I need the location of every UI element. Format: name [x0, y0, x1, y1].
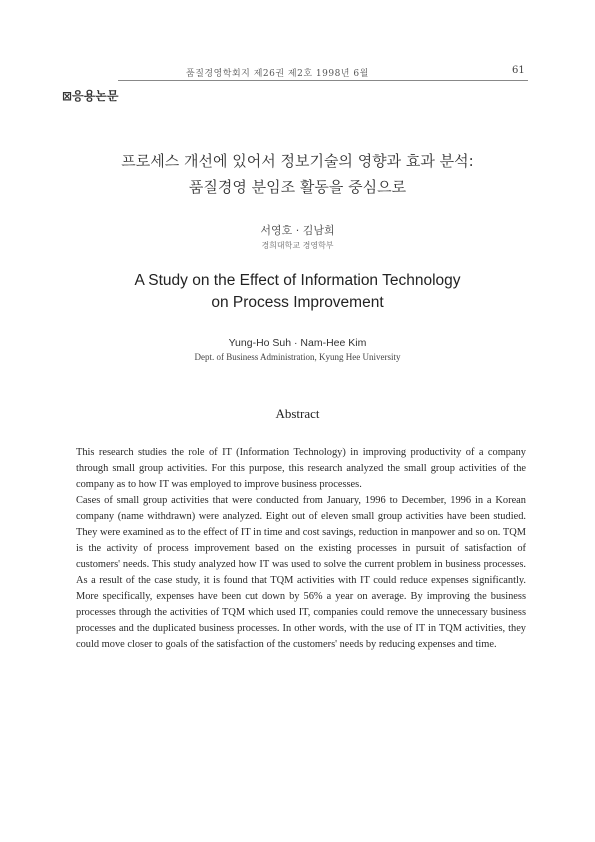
running-head: 품질경영학회지 제26권 제2호 1998년 6월: [186, 69, 369, 79]
korean-title-line2: 품질경영 분임조 활동을 중심으로: [188, 178, 407, 196]
korean-title-line1: 프로세스 개선에 있어서 정보기술의 영향과 효과 분석:: [121, 152, 474, 170]
english-affiliation: Dept. of Business Administration, Kyung Hee University: [194, 352, 401, 362]
page-number: 61: [512, 65, 525, 76]
english-title-line1: A Study on the Effect of Information Technology: [134, 272, 461, 289]
header-rule: [118, 80, 528, 81]
section-tag: ⊠응용논문: [62, 89, 119, 103]
abstract-paragraph-2: Cases of small group activities that were conducted from January, 1996 to December, 1996 in a Korean company (name withdrawn) were analyzed. Eight out of eleven small group activities have been studied. They were examined as to the effect of IT in time and cost savings, reduction in manpower and so on. TQM is the activity of process improvement based on the existing processes in pursuit of satisfaction of customers' needs. This study analyzed how IT was used to solve the current problem in business processes. As a result of the case study, it is found that TQM activities with IT could reduce expenses significantly. More specifically, expenses have been cut down by 56% a year on average. By improving the business processes through the activities of TQM which used IT, companies could remove the unnecessary business processes and the duplicated business processes. In other words, with the use of IT in TQM activities, they could move closer to goals of the satisfaction of the customers' needs by reducing expenses and time.: [76, 495, 526, 650]
english-authors: Yung-Ho Suh · Nam-Hee Kim: [228, 337, 367, 349]
korean-authors: 서영호 · 김남희: [260, 224, 335, 237]
abstract-paragraph-1: This research studies the role of IT (Information Technology) in improving productivity of a company through small group activities. For this purpose, this research analyzed the small group activities of the company as to how IT was employed to improve business processes.: [76, 447, 526, 490]
korean-affiliation: 경희대학교 경영학부: [261, 241, 334, 250]
english-title-line2: on Process Improvement: [211, 294, 384, 311]
abstract-heading: Abstract: [275, 406, 320, 421]
abstract-body: [76, 445, 526, 653]
